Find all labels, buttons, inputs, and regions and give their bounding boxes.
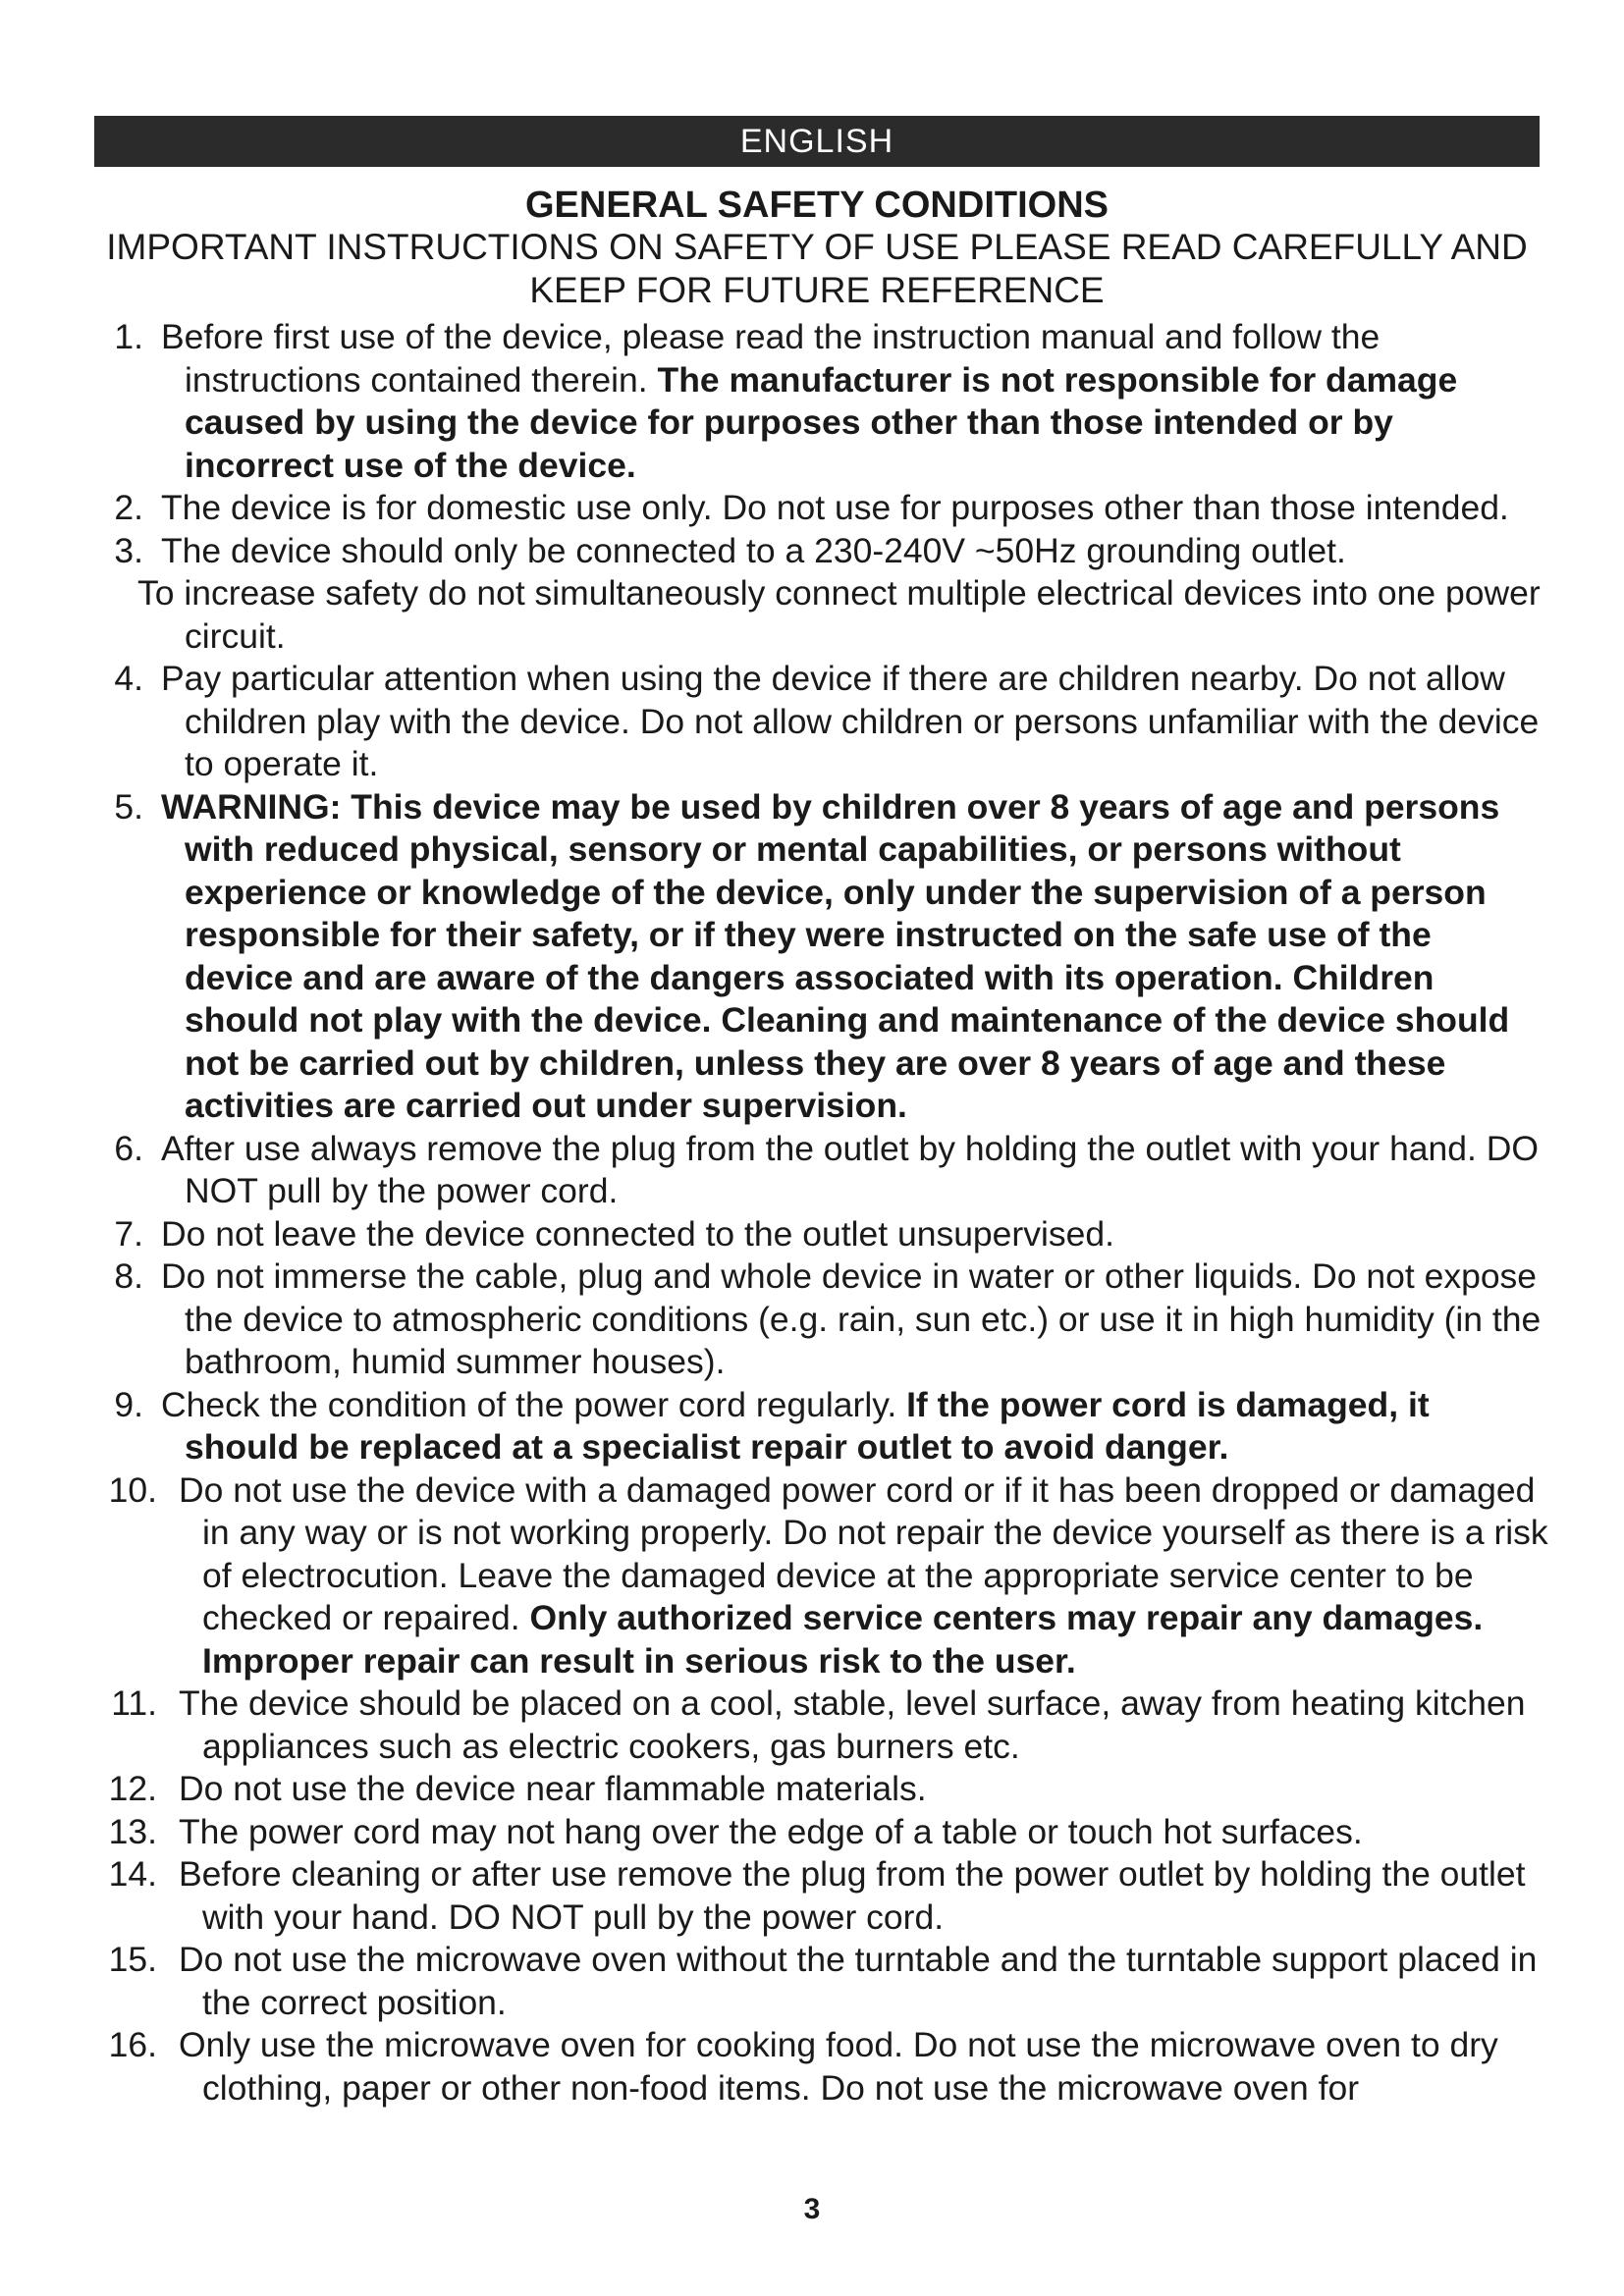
warning-text: WARNING: This device may be used by children over 8 years of age and persons with reduced physical, sensory or mental capabilities, or persons without experience or knowledge of the device, only under the supervision of a person responsible for their safety, or if they were instructed on the safe use of the device and are aware of the dangers associated with its operation. Children should not play with the device. Cleaning and maintenance of the device should not be carried out by children, unless they are over 8 years of age and these activities are carried out under supervision. xyxy=(161,786,1510,1125)
item-number: 1. xyxy=(114,317,143,356)
item-text: Check the condition of the power cord regularly. If the power cord is damaged, it should be replaced at a specialist repair outlet to avoid danger. xyxy=(161,1384,1430,1467)
item-number: 11. xyxy=(111,1683,157,1723)
item-text: Do not leave the device connected to the outlet unsupervised. xyxy=(161,1213,1114,1254)
list-item xyxy=(86,487,1549,530)
list-item-warning xyxy=(86,786,1549,1128)
item-text: Do not immerse the cable, plug and whole device in water or other liquids. Do not expose the device to atmospheric conditions (e.g. rain, sun etc.) or use it in high humidity (in the bathroom, humid summer houses). xyxy=(161,1256,1542,1381)
item-number: 3. xyxy=(114,530,143,570)
document-subtitle: IMPORTANT INSTRUCTIONS ON SAFETY OF USE PLEASE READ CAREFULLY AND KEEP FOR FUTURE REFERENCE xyxy=(106,227,1528,310)
list-item xyxy=(86,1682,1549,1768)
item-text: Do not use the device near flammable materials. xyxy=(179,1769,927,1808)
list-item xyxy=(86,1853,1549,1939)
list-item xyxy=(86,530,1549,573)
item-text: Before cleaning or after use remove the plug from the power outlet by holding the outlet with your hand. DO NOT pull by the power cord. xyxy=(179,1854,1526,1937)
language-bar: ENGLISH xyxy=(94,116,1540,167)
item-number: 13. xyxy=(108,1811,157,1851)
page-number: 3 xyxy=(803,2193,821,2225)
item-bold-text: Only authorized service centers may repair any damages. Improper repair can result in serious risk to the user. xyxy=(202,1598,1484,1681)
list-item xyxy=(86,1811,1549,1854)
item-text: After use always remove the plug from the outlet by holding the outlet with your hand. DO NOT pull by the power cord. xyxy=(161,1128,1540,1210)
item-number: 14. xyxy=(108,1854,157,1894)
item-text: Pay particular attention when using the device if there are children nearby. Do not allow children play with the device. Do not allow children or persons unfamiliar with the device to operate it. xyxy=(161,659,1540,783)
safety-instructions-list xyxy=(86,316,1549,2109)
list-item xyxy=(86,1128,1549,1213)
list-item xyxy=(86,316,1549,487)
item-text: The device should only be connected to a 230-240V ~50Hz grounding outlet. xyxy=(161,530,1346,570)
item-bold-text: The manufacturer is not responsible for damage caused by using the device for purposes other than those intended or by incorrect use of the device. xyxy=(185,359,1458,485)
list-item xyxy=(86,1384,1549,1469)
item-number: 15. xyxy=(108,1940,157,1979)
item-text: To increase safety do not simultaneously connect multiple electrical devices into one power circuit. xyxy=(137,573,1541,656)
list-item xyxy=(86,1255,1549,1384)
item-text: Do not use the device with a damaged power cord or if it has been dropped or damaged in any way or is not working properly. Do not repair the device yourself as there is a risk of electrocution. Leave the damaged device at the appropriate service center to be checked or repaired. Only authorized service centers may repair any damages. Improper repair can result in serious risk to the user. xyxy=(179,1469,1548,1681)
item-text: Do not use the microwave oven without the turntable and the turntable support placed in the correct position. xyxy=(179,1940,1538,2022)
item-number: 6. xyxy=(114,1128,143,1168)
item-number: 5. xyxy=(114,786,143,827)
item-text: Only use the microwave oven for cooking food. Do not use the microwave oven to dry clothing, paper or other non-food items. Do not use the microwave oven for xyxy=(179,2025,1498,2108)
item-number: 16. xyxy=(108,2025,157,2064)
list-item xyxy=(86,658,1549,786)
item-text: The power cord may not hang over the edge of a table or touch hot surfaces. xyxy=(179,1811,1363,1851)
item-number: 9. xyxy=(114,1384,143,1424)
list-item xyxy=(86,1768,1549,1811)
list-item xyxy=(86,1939,1549,2024)
item-text: The device is for domestic use only. Do not use for purposes other than those intended. xyxy=(161,488,1509,527)
list-item xyxy=(86,1469,1549,1683)
item-number: 12. xyxy=(108,1769,157,1808)
list-item-continuation xyxy=(86,572,1549,658)
list-item xyxy=(86,2024,1549,2109)
item-number: 8. xyxy=(114,1256,143,1296)
item-text: The device should be placed on a cool, stable, level surface, away from heating kitchen appliances such as electric cookers, gas burners etc. xyxy=(179,1683,1526,1766)
item-number: 10. xyxy=(108,1469,157,1510)
document-title: GENERAL SAFETY CONDITIONS xyxy=(525,185,1109,226)
item-text: Before first use of the device, please read the instruction manual and follow the instructions contained therein. The manufacturer is not responsible for damage caused by using the device for purposes other than those intended or by incorrect use of the device. xyxy=(161,317,1458,485)
item-number: 4. xyxy=(114,659,143,698)
list-item xyxy=(86,1213,1549,1256)
item-bold-text: If the power cord is damaged, it should be replaced at a specialist repair outlet to avoid danger. xyxy=(185,1384,1430,1467)
item-number: 7. xyxy=(114,1213,143,1254)
item-number: 2. xyxy=(114,488,143,527)
